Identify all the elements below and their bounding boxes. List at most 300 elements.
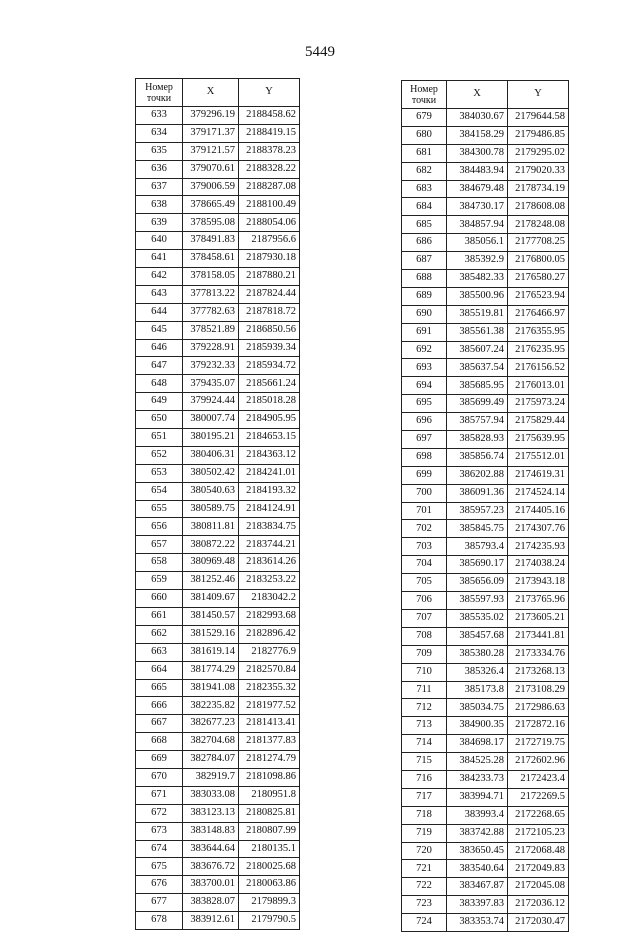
y-coordinate-cell: 2181274.79 (239, 751, 300, 769)
y-coordinate-cell: 2183834.75 (239, 518, 300, 536)
table-row (136, 590, 300, 608)
point-number-cell: 708 (402, 627, 447, 645)
page-number: 5449 (305, 44, 335, 60)
y-coordinate-cell: 2172045.08 (508, 878, 569, 896)
y-coordinate-cell: 2187824.44 (239, 285, 300, 303)
y-coordinate-cell: 2175973.24 (508, 395, 569, 413)
table-row (136, 858, 300, 876)
y-coordinate-cell: 2174619.31 (508, 466, 569, 484)
table-row (136, 518, 300, 536)
point-number-cell: 662 (136, 625, 183, 643)
table-row (402, 645, 569, 663)
x-coordinate-cell: 385607.24 (447, 341, 508, 359)
table-row (402, 735, 569, 753)
point-number-cell: 640 (136, 232, 183, 250)
x-coordinate-cell: 383700.01 (183, 876, 239, 894)
x-coordinate-cell: 379924.44 (183, 393, 239, 411)
point-number-cell: 666 (136, 697, 183, 715)
y-coordinate-cell: 2184241.01 (239, 464, 300, 482)
x-coordinate-cell: 386091.36 (447, 484, 508, 502)
point-number-cell: 656 (136, 518, 183, 536)
point-number-cell: 649 (136, 393, 183, 411)
y-coordinate-cell: 2179790.5 (239, 912, 300, 930)
table-row (136, 339, 300, 357)
point-number-cell: 709 (402, 645, 447, 663)
y-coordinate-cell: 2182355.32 (239, 679, 300, 697)
x-coordinate-cell: 377782.63 (183, 303, 239, 321)
y-coordinate-cell: 2173765.96 (508, 592, 569, 610)
point-number-cell: 715 (402, 753, 447, 771)
point-number-cell: 720 (402, 842, 447, 860)
point-number-cell: 699 (402, 466, 447, 484)
x-coordinate-cell: 378595.08 (183, 214, 239, 232)
x-coordinate-cell: 384698.17 (447, 735, 508, 753)
point-number-cell: 641 (136, 250, 183, 268)
y-coordinate-cell: 2185939.34 (239, 339, 300, 357)
table-row (402, 592, 569, 610)
y-coordinate-cell: 2172036.12 (508, 896, 569, 914)
point-number-cell: 661 (136, 607, 183, 625)
x-coordinate-cell: 383912.61 (183, 912, 239, 930)
point-number-cell: 663 (136, 643, 183, 661)
point-number-cell: 702 (402, 520, 447, 538)
x-coordinate-cell: 380406.31 (183, 446, 239, 464)
y-coordinate-cell: 2172719.75 (508, 735, 569, 753)
y-coordinate-cell: 2185661.24 (239, 375, 300, 393)
table-row (136, 375, 300, 393)
y-coordinate-cell: 2181977.52 (239, 697, 300, 715)
point-number-cell: 696 (402, 413, 447, 431)
y-coordinate-cell: 2184363.12 (239, 446, 300, 464)
table-row (136, 482, 300, 500)
table-row (402, 484, 569, 502)
table-row (402, 914, 569, 932)
table-row (402, 663, 569, 681)
x-coordinate-cell: 380811.81 (183, 518, 239, 536)
x-coordinate-cell: 383742.88 (447, 824, 508, 842)
point-number-cell: 665 (136, 679, 183, 697)
point-number-cell: 687 (402, 252, 447, 270)
table-header-row (402, 81, 569, 109)
y-coordinate-cell: 2174405.16 (508, 502, 569, 520)
y-coordinate-cell: 2180063.86 (239, 876, 300, 894)
table-row (136, 733, 300, 751)
x-coordinate-cell: 378158.05 (183, 268, 239, 286)
point-number-cell: 722 (402, 878, 447, 896)
table-row (136, 751, 300, 769)
table-row (402, 681, 569, 699)
table-row (136, 285, 300, 303)
table-row (402, 395, 569, 413)
y-coordinate-cell: 2173334.76 (508, 645, 569, 663)
point-number-cell: 703 (402, 538, 447, 556)
point-number-cell: 651 (136, 429, 183, 447)
x-coordinate-cell: 381941.08 (183, 679, 239, 697)
table-row (402, 860, 569, 878)
x-coordinate-cell: 377813.22 (183, 285, 239, 303)
y-coordinate-cell: 2172105.23 (508, 824, 569, 842)
x-coordinate-cell: 384525.28 (447, 753, 508, 771)
table-row (136, 142, 300, 160)
table-row (136, 393, 300, 411)
y-coordinate-cell: 2179486.85 (508, 126, 569, 144)
point-number-cell: 650 (136, 411, 183, 429)
y-coordinate-cell: 2172872.16 (508, 717, 569, 735)
point-number-cell: 710 (402, 663, 447, 681)
y-coordinate-cell: 2172268.65 (508, 806, 569, 824)
coordinates-table-left (135, 78, 300, 930)
x-coordinate-cell: 381774.29 (183, 661, 239, 679)
x-coordinate-cell: 379232.33 (183, 357, 239, 375)
x-coordinate-cell: 383540.64 (447, 860, 508, 878)
table-row (136, 232, 300, 250)
x-coordinate-cell: 381619.14 (183, 643, 239, 661)
table-row (402, 162, 569, 180)
x-coordinate-cell: 381450.57 (183, 607, 239, 625)
table-row (402, 323, 569, 341)
point-number-cell: 689 (402, 287, 447, 305)
table-row (136, 536, 300, 554)
point-number-cell: 634 (136, 124, 183, 142)
y-coordinate-cell: 2184124.91 (239, 500, 300, 518)
point-number-cell: 654 (136, 482, 183, 500)
table-row (402, 824, 569, 842)
table-row (402, 556, 569, 574)
header-x: X (447, 81, 508, 109)
x-coordinate-cell: 385056.1 (447, 234, 508, 252)
table-row (136, 124, 300, 142)
y-coordinate-cell: 2180825.81 (239, 804, 300, 822)
y-coordinate-cell: 2172030.47 (508, 914, 569, 932)
x-coordinate-cell: 380195.21 (183, 429, 239, 447)
point-number-cell: 678 (136, 912, 183, 930)
point-number-cell: 638 (136, 196, 183, 214)
table-row (136, 196, 300, 214)
table-row (136, 822, 300, 840)
table-row (136, 446, 300, 464)
x-coordinate-cell: 383033.08 (183, 786, 239, 804)
x-coordinate-cell: 385482.33 (447, 270, 508, 288)
table-row (402, 770, 569, 788)
point-number-cell: 705 (402, 574, 447, 592)
x-coordinate-cell: 383644.64 (183, 840, 239, 858)
point-number-cell: 690 (402, 305, 447, 323)
x-coordinate-cell: 378491.83 (183, 232, 239, 250)
point-number-cell: 643 (136, 285, 183, 303)
point-number-cell: 707 (402, 609, 447, 627)
x-coordinate-cell: 380872.22 (183, 536, 239, 554)
x-coordinate-cell: 380969.48 (183, 554, 239, 572)
table-row (402, 144, 569, 162)
point-number-cell: 652 (136, 446, 183, 464)
point-number-cell: 712 (402, 699, 447, 717)
y-coordinate-cell: 2185018.28 (239, 393, 300, 411)
y-coordinate-cell: 2181098.86 (239, 768, 300, 786)
table-row (136, 876, 300, 894)
x-coordinate-cell: 385793.4 (447, 538, 508, 556)
y-coordinate-cell: 2173943.18 (508, 574, 569, 592)
x-coordinate-cell: 382704.68 (183, 733, 239, 751)
x-coordinate-cell: 381529.16 (183, 625, 239, 643)
table-row (402, 788, 569, 806)
point-number-cell: 706 (402, 592, 447, 610)
x-coordinate-cell: 383148.83 (183, 822, 239, 840)
x-coordinate-cell: 385856.74 (447, 448, 508, 466)
table-row (402, 842, 569, 860)
y-coordinate-cell: 2178248.08 (508, 216, 569, 234)
y-coordinate-cell: 2185934.72 (239, 357, 300, 375)
point-number-cell: 657 (136, 536, 183, 554)
table-row (402, 448, 569, 466)
table-row (402, 717, 569, 735)
point-number-cell: 659 (136, 572, 183, 590)
table-row (402, 377, 569, 395)
point-number-cell: 670 (136, 768, 183, 786)
header-y: Y (508, 81, 569, 109)
point-number-cell: 695 (402, 395, 447, 413)
y-coordinate-cell: 2181413.41 (239, 715, 300, 733)
x-coordinate-cell: 379435.07 (183, 375, 239, 393)
table-row (402, 252, 569, 270)
point-number-cell: 658 (136, 554, 183, 572)
coordinates-table-right (401, 80, 569, 932)
y-coordinate-cell: 2174038.24 (508, 556, 569, 574)
point-number-cell: 668 (136, 733, 183, 751)
x-coordinate-cell: 385685.95 (447, 377, 508, 395)
x-coordinate-cell: 385500.96 (447, 287, 508, 305)
y-coordinate-cell: 2180807.99 (239, 822, 300, 840)
y-coordinate-cell: 2176466.97 (508, 305, 569, 323)
table-row (136, 160, 300, 178)
x-coordinate-cell: 385326.4 (447, 663, 508, 681)
y-coordinate-cell: 2180135.1 (239, 840, 300, 858)
x-coordinate-cell: 383123.13 (183, 804, 239, 822)
table-row (136, 321, 300, 339)
y-coordinate-cell: 2182993.68 (239, 607, 300, 625)
x-coordinate-cell: 381252.46 (183, 572, 239, 590)
y-coordinate-cell: 2176523.94 (508, 287, 569, 305)
y-coordinate-cell: 2175829.44 (508, 413, 569, 431)
table-row (136, 250, 300, 268)
y-coordinate-cell: 2173441.81 (508, 627, 569, 645)
y-coordinate-cell: 2186850.56 (239, 321, 300, 339)
point-number-cell: 642 (136, 268, 183, 286)
table-row (402, 878, 569, 896)
point-number-cell: 686 (402, 234, 447, 252)
y-coordinate-cell: 2180951.8 (239, 786, 300, 804)
y-coordinate-cell: 2188100.49 (239, 196, 300, 214)
table-row (402, 806, 569, 824)
table-header-row (136, 79, 300, 107)
point-number-cell: 636 (136, 160, 183, 178)
x-coordinate-cell: 385656.09 (447, 574, 508, 592)
y-coordinate-cell: 2178734.19 (508, 180, 569, 198)
x-coordinate-cell: 385637.54 (447, 359, 508, 377)
y-coordinate-cell: 2182570.84 (239, 661, 300, 679)
header-y: Y (239, 79, 300, 107)
table-row (136, 912, 300, 930)
x-coordinate-cell: 384158.29 (447, 126, 508, 144)
y-coordinate-cell: 2188328.22 (239, 160, 300, 178)
x-coordinate-cell: 381409.67 (183, 590, 239, 608)
y-coordinate-cell: 2180025.68 (239, 858, 300, 876)
table-row (402, 216, 569, 234)
point-number-cell: 680 (402, 126, 447, 144)
point-number-cell: 671 (136, 786, 183, 804)
y-coordinate-cell: 2184653.15 (239, 429, 300, 447)
y-coordinate-cell: 2172986.63 (508, 699, 569, 717)
x-coordinate-cell: 380540.63 (183, 482, 239, 500)
y-coordinate-cell: 2176800.05 (508, 252, 569, 270)
point-number-cell: 664 (136, 661, 183, 679)
x-coordinate-cell: 379006.59 (183, 178, 239, 196)
x-coordinate-cell: 383650.45 (447, 842, 508, 860)
x-coordinate-cell: 383676.72 (183, 858, 239, 876)
point-number-cell: 682 (402, 162, 447, 180)
table-row (136, 804, 300, 822)
table-row (136, 357, 300, 375)
x-coordinate-cell: 380589.75 (183, 500, 239, 518)
y-coordinate-cell: 2175639.95 (508, 431, 569, 449)
x-coordinate-cell: 383828.07 (183, 894, 239, 912)
y-coordinate-cell: 2188054.06 (239, 214, 300, 232)
point-number-cell: 691 (402, 323, 447, 341)
point-number-cell: 669 (136, 751, 183, 769)
point-number-cell: 637 (136, 178, 183, 196)
point-number-cell: 683 (402, 180, 447, 198)
y-coordinate-cell: 2188378.23 (239, 142, 300, 160)
table-row (136, 178, 300, 196)
table-row (136, 625, 300, 643)
point-number-cell: 685 (402, 216, 447, 234)
point-number-cell: 692 (402, 341, 447, 359)
y-coordinate-cell: 2176235.95 (508, 341, 569, 359)
table-row (136, 894, 300, 912)
y-coordinate-cell: 2172049.83 (508, 860, 569, 878)
x-coordinate-cell: 385535.02 (447, 609, 508, 627)
y-coordinate-cell: 2188287.08 (239, 178, 300, 196)
x-coordinate-cell: 382784.07 (183, 751, 239, 769)
x-coordinate-cell: 380502.42 (183, 464, 239, 482)
point-number-cell: 684 (402, 198, 447, 216)
point-number-cell: 694 (402, 377, 447, 395)
point-number-cell: 633 (136, 107, 183, 125)
y-coordinate-cell: 2176580.27 (508, 270, 569, 288)
x-coordinate-cell: 384900.35 (447, 717, 508, 735)
point-number-cell: 676 (136, 876, 183, 894)
y-coordinate-cell: 2187930.18 (239, 250, 300, 268)
point-number-cell: 704 (402, 556, 447, 574)
header-point-number: Номер точки (136, 79, 183, 107)
x-coordinate-cell: 385845.75 (447, 520, 508, 538)
x-coordinate-cell: 383467.87 (447, 878, 508, 896)
y-coordinate-cell: 2182776.9 (239, 643, 300, 661)
table-row (136, 697, 300, 715)
y-coordinate-cell: 2182896.42 (239, 625, 300, 643)
y-coordinate-cell: 2188458.62 (239, 107, 300, 125)
point-number-cell: 716 (402, 770, 447, 788)
table-row (136, 661, 300, 679)
table-row (402, 287, 569, 305)
x-coordinate-cell: 386202.88 (447, 466, 508, 484)
y-coordinate-cell: 2187818.72 (239, 303, 300, 321)
point-number-cell: 721 (402, 860, 447, 878)
x-coordinate-cell: 385519.81 (447, 305, 508, 323)
point-number-cell: 701 (402, 502, 447, 520)
table-row (402, 359, 569, 377)
y-coordinate-cell: 2172068.48 (508, 842, 569, 860)
y-coordinate-cell: 2178608.08 (508, 198, 569, 216)
point-number-cell: 660 (136, 590, 183, 608)
table-row (136, 786, 300, 804)
x-coordinate-cell: 379296.19 (183, 107, 239, 125)
x-coordinate-cell: 385173.8 (447, 681, 508, 699)
point-number-cell: 688 (402, 270, 447, 288)
point-number-cell: 679 (402, 109, 447, 127)
table-row (402, 574, 569, 592)
table-row (402, 538, 569, 556)
table-row (136, 268, 300, 286)
y-coordinate-cell: 2173268.13 (508, 663, 569, 681)
point-number-cell: 674 (136, 840, 183, 858)
point-number-cell: 677 (136, 894, 183, 912)
x-coordinate-cell: 384730.17 (447, 198, 508, 216)
table-row (402, 431, 569, 449)
x-coordinate-cell: 384857.94 (447, 216, 508, 234)
table-row (136, 214, 300, 232)
point-number-cell: 639 (136, 214, 183, 232)
x-coordinate-cell: 385699.49 (447, 395, 508, 413)
y-coordinate-cell: 2179899.3 (239, 894, 300, 912)
point-number-cell: 646 (136, 339, 183, 357)
y-coordinate-cell: 2183042.2 (239, 590, 300, 608)
table-row (402, 413, 569, 431)
point-number-cell: 719 (402, 824, 447, 842)
x-coordinate-cell: 379070.61 (183, 160, 239, 178)
x-coordinate-cell: 385561.38 (447, 323, 508, 341)
x-coordinate-cell: 385690.17 (447, 556, 508, 574)
x-coordinate-cell: 384030.67 (447, 109, 508, 127)
x-coordinate-cell: 384679.48 (447, 180, 508, 198)
point-number-cell: 644 (136, 303, 183, 321)
y-coordinate-cell: 2173605.21 (508, 609, 569, 627)
point-number-cell: 673 (136, 822, 183, 840)
x-coordinate-cell: 383353.74 (447, 914, 508, 932)
table-row (402, 341, 569, 359)
x-coordinate-cell: 382235.82 (183, 697, 239, 715)
x-coordinate-cell: 383993.4 (447, 806, 508, 824)
point-number-cell: 655 (136, 500, 183, 518)
table-row (136, 107, 300, 125)
y-coordinate-cell: 2174524.14 (508, 484, 569, 502)
x-coordinate-cell: 379121.57 (183, 142, 239, 160)
x-coordinate-cell: 385380.28 (447, 645, 508, 663)
x-coordinate-cell: 385597.93 (447, 592, 508, 610)
point-number-cell: 635 (136, 142, 183, 160)
header-x: X (183, 79, 239, 107)
table-row (136, 411, 300, 429)
x-coordinate-cell: 378521.89 (183, 321, 239, 339)
table-row (402, 305, 569, 323)
table-row (402, 126, 569, 144)
y-coordinate-cell: 2183253.22 (239, 572, 300, 590)
table-row (136, 768, 300, 786)
x-coordinate-cell: 384233.73 (447, 770, 508, 788)
y-coordinate-cell: 2183744.21 (239, 536, 300, 554)
table-row (136, 715, 300, 733)
point-number-cell: 717 (402, 788, 447, 806)
y-coordinate-cell: 2176013.01 (508, 377, 569, 395)
